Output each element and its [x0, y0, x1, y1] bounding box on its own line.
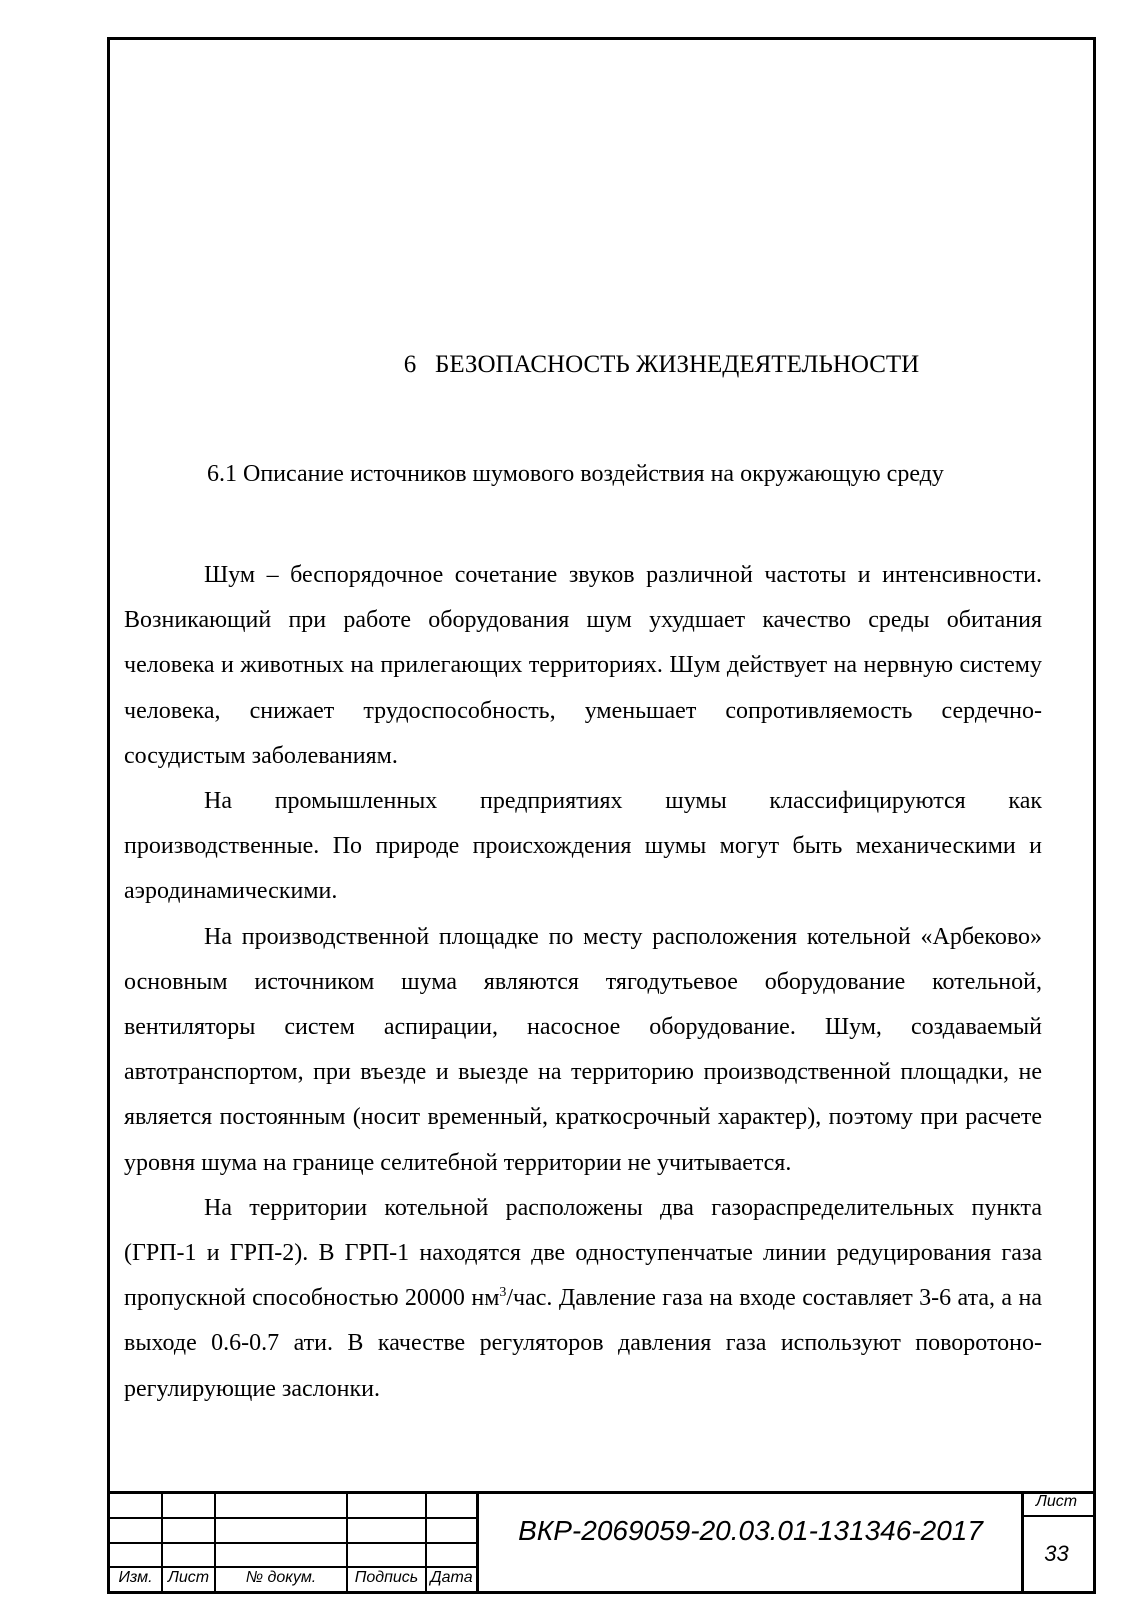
sheet-number: 33 — [1044, 1541, 1069, 1566]
sheet-label: Лист — [1035, 1493, 1078, 1510]
section-number: 6 — [403, 351, 417, 378]
column-header-izm: Изм. — [118, 1569, 153, 1586]
paragraph: На промышленных предприятиях шумы классифицируются как производственные. По природе происхождения шумы могут быть механическими и аэродинамическими. — [124, 788, 1042, 905]
paragraph-text: На территории котельной расположены два газораспределительных пункта (ГРП-1 и ГРП-2). В ГРП-1 находятся две одноступенчатые линии редуцирования газа пропускной способностью 20000 нм — [124, 1194, 1042, 1312]
paragraph: Шум – беспорядочное сочетание звуков различной частоты и интенсивности. Возникающий при работе оборудования шум ухудшает качество среды обитания человека и животных на прилегающих территориях. Шум действует на нервную систему человека, снижает трудоспособность, уменьшает сопротивляемость сердечно-сосудистым заболеваниям. — [124, 562, 1042, 769]
page-frame — [107, 37, 1096, 1594]
column-header-sign: Подпись — [354, 1569, 419, 1586]
section-title: БЕЗОПАСНОСТЬ ЖИЗНЕДЕЯТЕЛЬНОСТИ — [434, 351, 920, 378]
paragraph: На производственной площадке по месту расположения котельной «Арбеково» основным источником шума являются тягодутьевое оборудование котельной, вентиляторы систем аспирации, насосное оборудование. Шум, создаваемый автотранспортом, при въезде и выезде на территорию производственной площадки, не является постоянным (носит временный, краткосрочный характер), поэтому при расчете уровня шума на границе селитебной территории не учитывается. — [124, 923, 1042, 1176]
section-heading — [110, 351, 1093, 379]
document-code: ВКР-2069059-20.03.01-131346-2017 — [518, 1515, 983, 1546]
column-header-date: Дата — [430, 1569, 473, 1586]
title-block — [110, 1491, 1093, 1591]
body-text — [124, 553, 1042, 1412]
column-header-list: Лист — [167, 1569, 210, 1586]
superscript: 3 — [499, 1285, 507, 1301]
paragraph — [124, 1186, 1042, 1412]
subsection-heading: 6.1 Описание источников шумового воздействия на окружающую среду — [207, 461, 944, 487]
paragraph-text: /час. Давление газа на входе составляет 3-6 ата, а на выходе 0.6-0.7 ати. В качестве регуляторов давления газа используют поворотоно-регулирующие заслонки. — [124, 1285, 1042, 1402]
column-header-doc: № докум. — [245, 1569, 317, 1586]
